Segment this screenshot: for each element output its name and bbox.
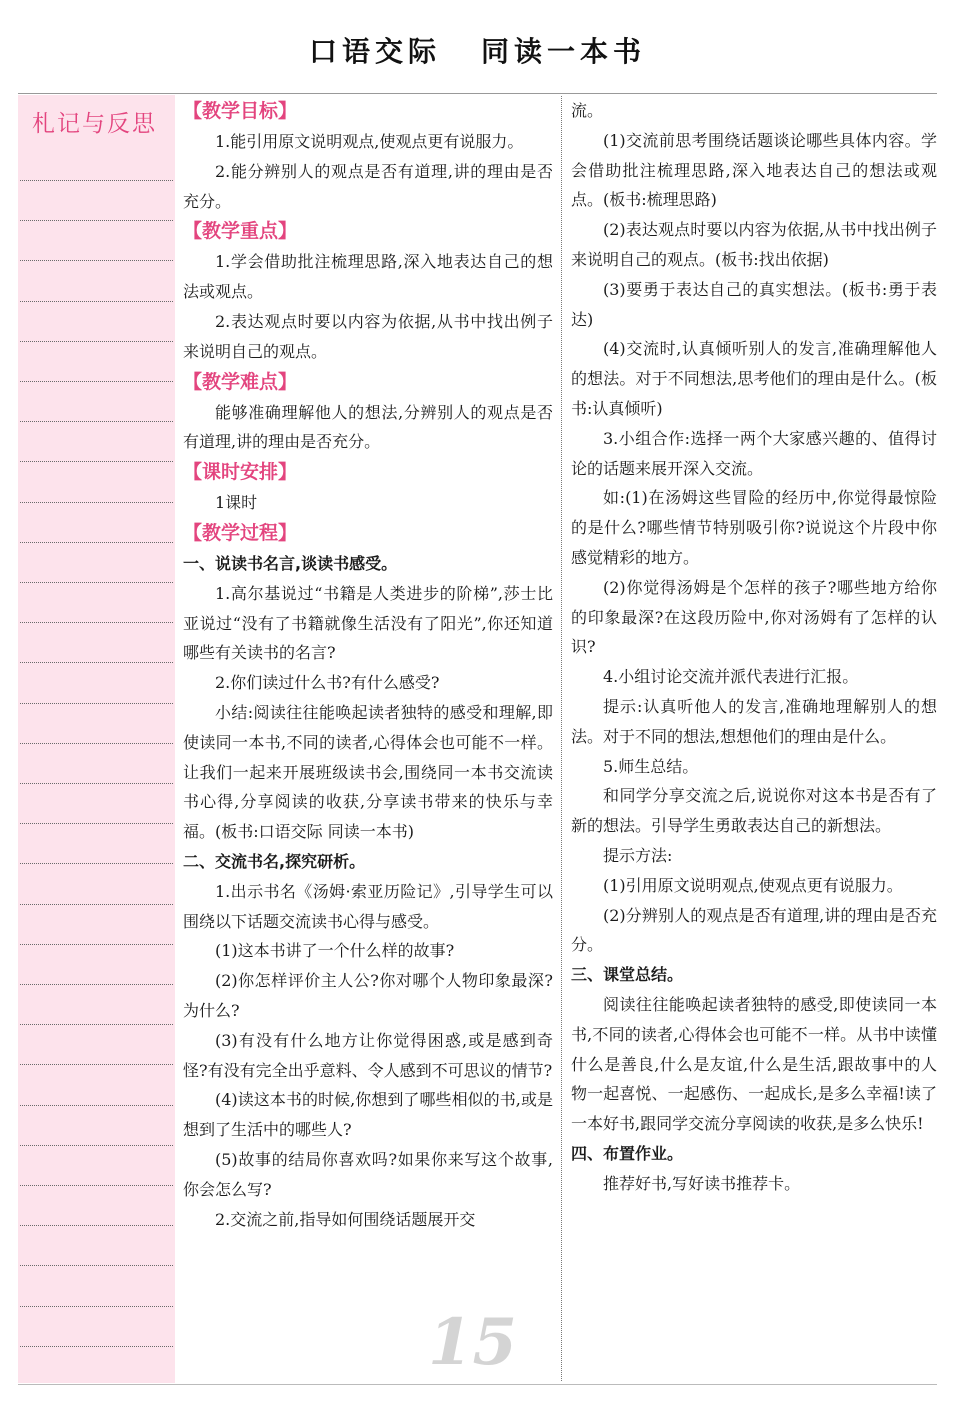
ruled-line xyxy=(20,1185,173,1186)
ruled-line xyxy=(20,863,173,864)
paragraph: (2)你怎样评价主人公?你对哪个人物印象最深?为什么? xyxy=(183,971,553,1020)
top-rule xyxy=(18,93,937,94)
notes-sidebar xyxy=(18,95,175,1383)
sidebar-title: 札记与反思 xyxy=(32,111,157,137)
ruled-line xyxy=(20,582,173,583)
left-column xyxy=(183,96,553,1234)
paragraph: 流。 xyxy=(571,101,604,120)
paragraph: 推荐好书,写好读书推荐卡。 xyxy=(603,1173,801,1193)
section-heading-schedule: 【课时安排】 xyxy=(183,461,298,484)
section-heading-process: 【教学过程】 xyxy=(183,521,298,544)
ruled-line xyxy=(20,1306,173,1307)
ruled-line xyxy=(20,1105,173,1106)
paragraph: (4)交流时,认真倾听别人的发言,准确理解他人的想法。对于不同想法,思考他们的理由是什么。(板书:认真倾听) xyxy=(571,339,937,418)
ruled-line xyxy=(20,1145,173,1146)
paragraph: 3.小组合作:选择一两个大家感兴趣的、值得讨论的话题来展开深入交流。 xyxy=(571,428,937,478)
ruled-line xyxy=(20,622,173,623)
ruled-line xyxy=(20,1064,173,1065)
ruled-line xyxy=(20,1225,173,1226)
ruled-line xyxy=(20,743,173,744)
paragraph: 4.小组讨论交流并派代表进行汇报。 xyxy=(603,667,859,687)
paragraph: (3)要勇于表达自己的真实想法。(板书:勇于表达) xyxy=(571,279,937,329)
section-heading-objectives: 【教学目标】 xyxy=(183,100,298,122)
ruled-line xyxy=(20,381,173,382)
page-title-lesson: 同读一本书 xyxy=(481,35,647,68)
step-heading: 三、课堂总结。 xyxy=(571,965,684,985)
paragraph: 1.学会借助批注梳理思路,深入地表达自己的想法或观点。 xyxy=(183,252,553,302)
paragraph: 2.能分辨别人的观点是否有道理,讲的理由是否充分。 xyxy=(183,161,553,211)
paragraph: 1课时 xyxy=(215,493,258,513)
step-heading: 二、交流书名,探究研析。 xyxy=(183,851,366,871)
page-title-topic: 口语交际 xyxy=(308,35,441,68)
right-column xyxy=(571,96,937,1198)
ruled-line xyxy=(20,301,173,302)
paragraph: 阅读往往能唤起读者独特的感受,即使读同一本书,不同的读者,心得体会也可能不一样。从书中读懂什么是善良,什么是友谊,什么是生活,跟故事中的人物一起喜悦、一起感伤、一起成长,是多么幸福!读了一本好书,跟同学交流分享阅读的收获,是多么快乐! xyxy=(571,994,937,1134)
bottom-rule xyxy=(18,1384,937,1385)
ruled-line xyxy=(20,461,173,462)
paragraph: 小结:阅读往往能唤起读者独特的感受和理解,即使读同一本书,不同的读者,心得体会也可能不一样。让我们一起来开展班级读书会,围绕同一本书交流读书心得,分享阅读的收获,分享读书带来的快乐与幸福。(板书:口语交际 同读一本书) xyxy=(183,702,553,842)
ruled-line xyxy=(20,904,173,905)
paragraph: 5.师生总结。 xyxy=(603,756,699,776)
paragraph: 提示方法: xyxy=(603,845,673,865)
paragraph: 如:(1)在汤姆这些冒险的经历中,你觉得最惊险的是什么?哪些情节特别吸引你?说说这个片段中你感觉精彩的地方。 xyxy=(571,488,937,567)
paragraph: (2)表达观点时要以内容为依据,从书中找出例子来说明自己的观点。(板书:找出依据) xyxy=(571,220,937,269)
paragraph: (2)你觉得汤姆是个怎样的孩子?哪些地方给你的印象最深?在这段历险中,你对汤姆有了怎样的认识? xyxy=(571,577,937,657)
ruled-line xyxy=(20,703,173,704)
page-number: 15 xyxy=(428,1305,518,1380)
page-title xyxy=(0,30,955,70)
ruled-line xyxy=(20,984,173,985)
paragraph: (2)分辨别人的观点是否有道理,讲的理由是否充分。 xyxy=(571,905,937,955)
paragraph: (5)故事的结局你喜欢吗?如果你来写这个故事,你会怎么写? xyxy=(183,1149,553,1199)
paragraph: (3)有没有什么地方让你觉得困惑,或是感到奇怪?有没有完全出乎意料、令人感到不可思议的情节? xyxy=(183,1030,553,1080)
paragraph: 能够准确理解他人的想法,分辨别人的观点是否有道理,讲的理由是否充分。 xyxy=(183,402,553,452)
paragraph: 2.你们读过什么书?有什么感受? xyxy=(215,673,440,693)
ruled-line xyxy=(20,260,173,261)
ruled-line xyxy=(20,944,173,945)
ruled-line xyxy=(20,220,173,221)
ruled-line xyxy=(20,1265,173,1266)
paragraph: (1)交流前思考围绕话题谈论哪些具体内容。学会借助批注梳理思路,深入地表达自己的想法或观点。(板书:梳理思路) xyxy=(571,130,937,210)
paragraph: 2.表达观点时要以内容为依据,从书中找出例子来说明自己的观点。 xyxy=(183,311,553,361)
paragraph: 1.出示书名《汤姆·索亚历险记》,引导学生可以围绕以下话题交流读书心得与感受。 xyxy=(183,881,553,931)
step-heading: 一、说读书名言,谈读书感受。 xyxy=(183,553,398,573)
step-heading: 四、布置作业。 xyxy=(571,1143,684,1163)
ruled-line xyxy=(20,662,173,663)
ruled-line xyxy=(20,823,173,824)
section-heading-key-points: 【教学重点】 xyxy=(183,220,298,243)
ruled-line xyxy=(20,180,173,181)
ruled-line xyxy=(20,421,173,422)
ruled-line xyxy=(20,502,173,503)
paragraph: 和同学分享交流之后,说说你对这本书是否有了新的想法。引导学生勇敢表达自己的新想法。 xyxy=(571,786,937,836)
paragraph: 2.交流之前,指导如何围绕话题展开交 xyxy=(215,1209,476,1229)
paragraph: 1.高尔基说过“书籍是人类进步的阶梯”,莎士比亚说过“没有了书籍就像生活没有了阳光”,你还知道哪些有关读书的名言? xyxy=(183,583,553,663)
paragraph: (1)引用原文说明观点,使观点更有说服力。 xyxy=(603,875,903,895)
ruled-line xyxy=(20,1346,173,1347)
paragraph: (1)这本书讲了一个什么样的故事? xyxy=(215,941,455,961)
ruled-line xyxy=(20,783,173,784)
column-divider xyxy=(561,96,562,1381)
ruled-line xyxy=(20,341,173,342)
paragraph: 提示:认真听他人的发言,准确地理解别人的想法。对于不同的想法,想想他们的理由是什么。 xyxy=(571,696,937,746)
paragraph: (4)读这本书的时候,你想到了哪些相似的书,或是想到了生活中的哪些人? xyxy=(183,1090,553,1140)
paragraph: 1.能引用原文说明观点,使观点更有说服力。 xyxy=(215,132,524,151)
ruled-line xyxy=(20,542,173,543)
section-heading-difficulties: 【教学难点】 xyxy=(183,370,298,393)
ruled-line xyxy=(20,1024,173,1025)
